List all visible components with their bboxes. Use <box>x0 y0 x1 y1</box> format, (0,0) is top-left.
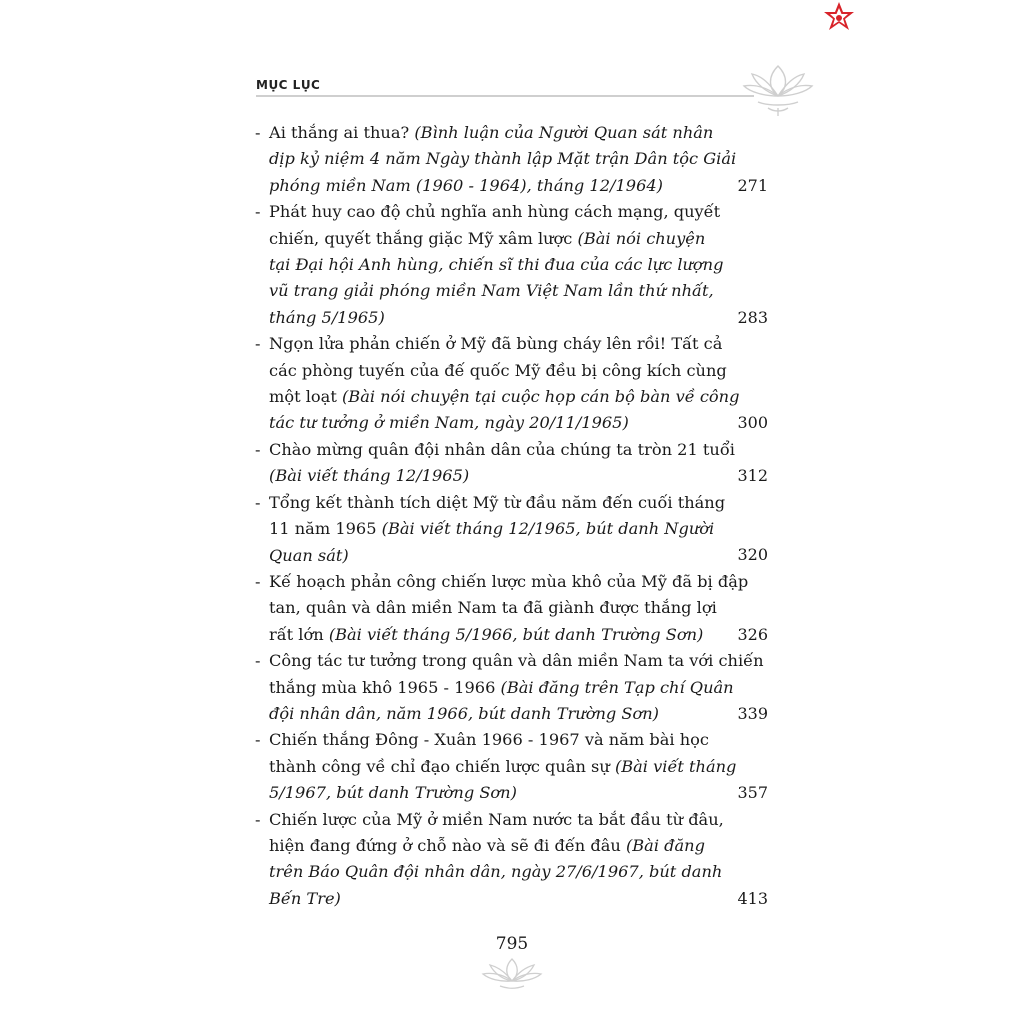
toc-entry-title: 11 năm 1965 <box>269 519 382 539</box>
toc-entry-source: (Bài viết tháng 12/1965, bút danh Người <box>381 519 715 539</box>
bullet-dash: - <box>255 809 261 829</box>
toc-entry <box>255 331 775 437</box>
toc-entry-line <box>255 173 714 199</box>
bullet-dash: - <box>255 202 261 222</box>
toc-entry <box>255 437 775 490</box>
toc-entry-line <box>255 648 764 674</box>
bullet-dash: - <box>255 439 261 459</box>
toc-entry <box>255 807 775 913</box>
toc-entry-title: tan, quân và dân miền Nam ta đã giành được thắng lợi <box>269 598 717 618</box>
toc-entry-line <box>255 358 727 384</box>
toc-entry-line <box>255 675 734 701</box>
toc-entry-line <box>255 595 717 621</box>
bullet-dash: - <box>255 492 261 512</box>
toc-page-number: 271 <box>737 175 768 195</box>
toc-entry-source: vũ trang giải phóng miền Nam Việt Nam lần thứ nhất, <box>269 281 714 301</box>
toc-entry-line <box>255 543 714 569</box>
toc-entry-source: phóng miền Nam (1960 - 1964), tháng 12/1964) <box>269 175 663 195</box>
toc-entry-title: các phòng tuyến của đế quốc Mỹ đều bị công kích cùng <box>269 360 727 380</box>
toc-page-number: 312 <box>737 466 768 486</box>
toc-entry-title: hiện đang đứng ở chỗ nào và sẽ đi đến đâu <box>269 835 626 855</box>
lotus-ornament-icon <box>738 58 818 120</box>
toc-entry-source: đội nhân dân, năm 1966, bút danh Trường Sơn) <box>269 703 659 723</box>
toc-entry <box>255 490 775 569</box>
bullet-dash: - <box>255 730 261 750</box>
toc-entry-line <box>255 199 721 225</box>
toc-entry-source: (Bình luận của Người Quan sát nhân <box>414 123 714 142</box>
toc-entry-source: (Bài đăng <box>625 835 705 855</box>
toc-entry-title: Kế hoạch phản công chiến lược mùa khô của Mỹ đã bị đập <box>269 571 749 591</box>
bullet-dash: - <box>255 571 261 591</box>
toc-entry-line <box>255 384 740 410</box>
toc-entry-source: (Bài viết tháng 12/1965) <box>269 466 470 486</box>
red-star-emblem-icon <box>814 0 864 40</box>
bullet-dash: - <box>255 651 261 671</box>
toc-entry <box>255 727 775 806</box>
toc-entry-source: Quan sát) <box>269 545 349 565</box>
page-number: 795 <box>495 934 529 954</box>
toc-page-number: 413 <box>737 888 768 908</box>
toc-entry-line <box>255 305 714 331</box>
toc-entry-title: thắng mùa khô 1965 - 1966 <box>269 677 501 697</box>
toc-entry-title: Công tác tư tưởng trong quân và dân miền Nam ta với chiến <box>269 651 764 671</box>
toc-entry-title: Tổng kết thành tích diệt Mỹ từ đầu năm đến cuối tháng <box>269 492 726 512</box>
toc-entry-title: Ai thắng ai thua? <box>269 123 415 142</box>
toc-page-number: 357 <box>737 783 768 803</box>
toc-entry <box>255 569 775 648</box>
toc-entry-line <box>255 516 714 542</box>
toc-entry-source: (Bài nói chuyện tại cuộc họp cán bộ bàn về công <box>341 387 740 407</box>
toc-entry <box>255 648 775 727</box>
toc-entry-line <box>255 226 714 252</box>
toc-entry-line <box>255 331 723 357</box>
toc-page-number: 300 <box>737 413 768 433</box>
toc-page-number: 326 <box>737 624 768 644</box>
toc-entry-line <box>255 701 714 727</box>
toc-page-number: 320 <box>737 545 768 565</box>
header-divider <box>256 95 754 97</box>
lotus-ornament-icon <box>480 955 544 991</box>
toc-entry-source: Bến Tre) <box>269 888 341 908</box>
toc-entry-title: chiến, quyết thắng giặc Mỹ xâm lược <box>269 228 578 248</box>
toc-entry-line <box>255 569 749 595</box>
toc-entry-line <box>255 622 714 648</box>
toc-entry-line <box>255 859 723 885</box>
toc-entry-line <box>255 278 714 304</box>
toc-entry-title: Chiến lược của Mỹ ở miền Nam nước ta bắt đầu từ đâu, <box>269 809 724 829</box>
toc-entry-line <box>255 463 714 489</box>
toc-entry-line <box>255 146 737 172</box>
toc-entry-source: tháng 5/1965) <box>269 307 385 327</box>
toc-entry-title: Ngọn lửa phản chiến ở Mỹ đã bùng cháy lên rồi! Tất cả <box>269 334 723 354</box>
toc-page-number: 339 <box>737 703 768 723</box>
toc-entry-line <box>255 780 714 806</box>
toc-entry-source: (Bài đăng trên Tạp chí Quân <box>500 677 734 697</box>
toc-entry-title: rất lớn <box>269 624 329 644</box>
toc-entry-source: 5/1967, bút danh Trường Sơn) <box>269 783 517 803</box>
toc-entry-line <box>255 833 714 859</box>
toc-entry-title: một loạt <box>269 387 342 407</box>
toc-entry-line <box>255 727 709 753</box>
toc-entry-source: (Bài nói chuyện <box>577 228 706 248</box>
toc-entry-line <box>255 490 726 516</box>
toc-entry-line <box>255 120 714 146</box>
toc-entry-source: dịp kỷ niệm 4 năm Ngày thành lập Mặt trận Dân tộc Giải <box>269 149 737 169</box>
toc-entry-source: tại Đại hội Anh hùng, chiến sĩ thi đua của các lực lượng <box>269 255 724 275</box>
toc-entry-line <box>255 437 735 463</box>
toc-entry-title: thành công về chỉ đạo chiến lược quân sự <box>269 756 615 776</box>
toc-entry-line <box>255 807 724 833</box>
toc-entry-source: (Bài viết tháng <box>614 756 737 776</box>
toc-entry-title: Chào mừng quân đội nhân dân của chúng ta tròn 21 tuổi <box>269 439 735 459</box>
toc-entry-source: trên Báo Quân đội nhân dân, ngày 27/6/1967, bút danh <box>269 862 723 882</box>
toc-entry-line <box>255 754 737 780</box>
toc-entry-title: Chiến thắng Đông - Xuân 1966 - 1967 và năm bài học <box>269 730 709 750</box>
toc-entry-line <box>255 886 714 912</box>
toc-entry <box>255 199 775 331</box>
toc-entry-line <box>255 252 724 278</box>
toc-entry-title: Phát huy cao độ chủ nghĩa anh hùng cách mạng, quyết <box>269 202 721 222</box>
toc-entry-line <box>255 410 714 436</box>
table-of-contents <box>255 120 775 912</box>
toc-entry-source: (Bài viết tháng 5/1966, bút danh Trường Sơn) <box>328 624 704 644</box>
toc-entry <box>255 120 775 199</box>
toc-entry-source: tác tư tưởng ở miền Nam, ngày 20/11/1965) <box>269 413 629 433</box>
bullet-dash: - <box>255 334 261 354</box>
toc-page-number: 283 <box>737 307 768 327</box>
page-header-title: MỤC LỤC <box>256 78 321 92</box>
bullet-dash: - <box>255 123 261 142</box>
